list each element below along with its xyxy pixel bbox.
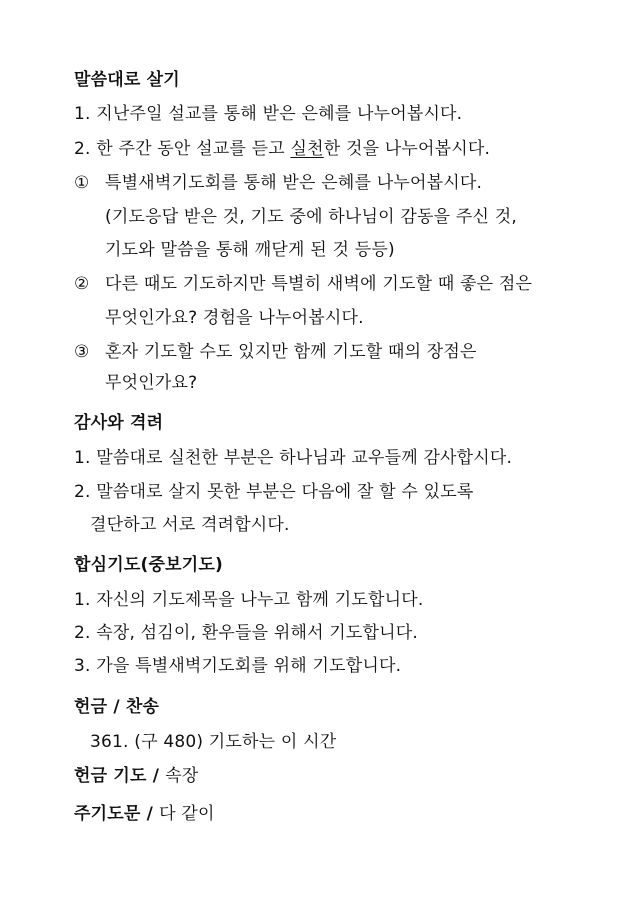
thanks-item-2: 2. 말씀대로 살지 못한 부분은 다음에 잘 할 수 있도록 — [74, 482, 474, 502]
prayer-item-2: 2. 속장, 섬김이, 환우들을 위해서 기도합니다. — [74, 623, 419, 643]
section-heading-offering-hymn: 헌금 / 찬송 — [74, 697, 160, 717]
lords-prayer-participants: 다 같이 — [159, 804, 215, 824]
question-2 — [74, 138, 490, 160]
sub-question-1-continued-2: 기도와 말씀을 통해 깨닫게 된 것 등등) — [105, 240, 395, 260]
offering-prayer-line — [74, 765, 199, 787]
question-1: 1. 지난주일 설교를 통해 받은 은혜를 나누어봅시다. — [74, 104, 463, 124]
lords-prayer-label: 주기도문 / — [74, 804, 160, 824]
sub-question-3 — [74, 341, 477, 363]
sub-question-3-continued: 무엇인가요? — [105, 373, 198, 393]
sub-question-2-text: 다른 때도 기도하지만 특별히 새벽에 기도할 때 좋은 점은 — [105, 274, 533, 294]
offering-prayer-leader: 속장 — [165, 766, 199, 786]
sub-question-3-text: 혼자 기도할 수도 있지만 함께 기도할 때의 장점은 — [105, 342, 477, 362]
thanks-item-1: 1. 말씀대로 실천한 부분은 하나님과 교우들께 감사합시다. — [74, 448, 513, 468]
prayer-item-1: 1. 자신의 기도제목을 나누고 함께 기도합니다. — [74, 590, 424, 610]
circled-number-3: ③ — [74, 342, 90, 362]
question-2-suffix: 한 것을 나누어봅시다. — [323, 139, 491, 159]
sub-question-1-continued-1: (기도응답 받은 것, 기도 중에 하나님이 감동을 주신 것, — [105, 207, 517, 227]
section-heading-thanks-encouragement: 감사와 격려 — [74, 413, 164, 433]
section-heading-united-prayer: 합심기도(중보기도) — [74, 555, 223, 575]
sub-question-2 — [74, 273, 532, 295]
circled-number-1: ① — [74, 173, 90, 193]
hymn-number: 361. (구 480) 기도하는 이 시간 — [90, 732, 337, 752]
sub-question-2-continued: 무엇인가요? 경험을 나누어봅시다. — [105, 308, 364, 328]
prayer-item-3: 3. 가을 특별새벽기도회를 위해 기도합니다. — [74, 656, 402, 676]
circled-number-2: ② — [74, 274, 90, 294]
sub-question-1-text: 특별새벽기도회를 통해 받은 은혜를 나누어봅시다. — [105, 173, 483, 193]
offering-prayer-label: 헌금 기도 / — [74, 766, 166, 786]
section-heading-live-by-word: 말씀대로 살기 — [74, 70, 180, 90]
thanks-item-2-continued: 결단하고 서로 격려합시다. — [90, 515, 290, 535]
question-2-prefix: 2. 한 주간 동안 설교를 듣고 — [74, 139, 291, 159]
lords-prayer-line — [74, 803, 215, 825]
sub-question-1 — [74, 172, 482, 194]
underlined-practice: 실천 — [290, 139, 324, 159]
